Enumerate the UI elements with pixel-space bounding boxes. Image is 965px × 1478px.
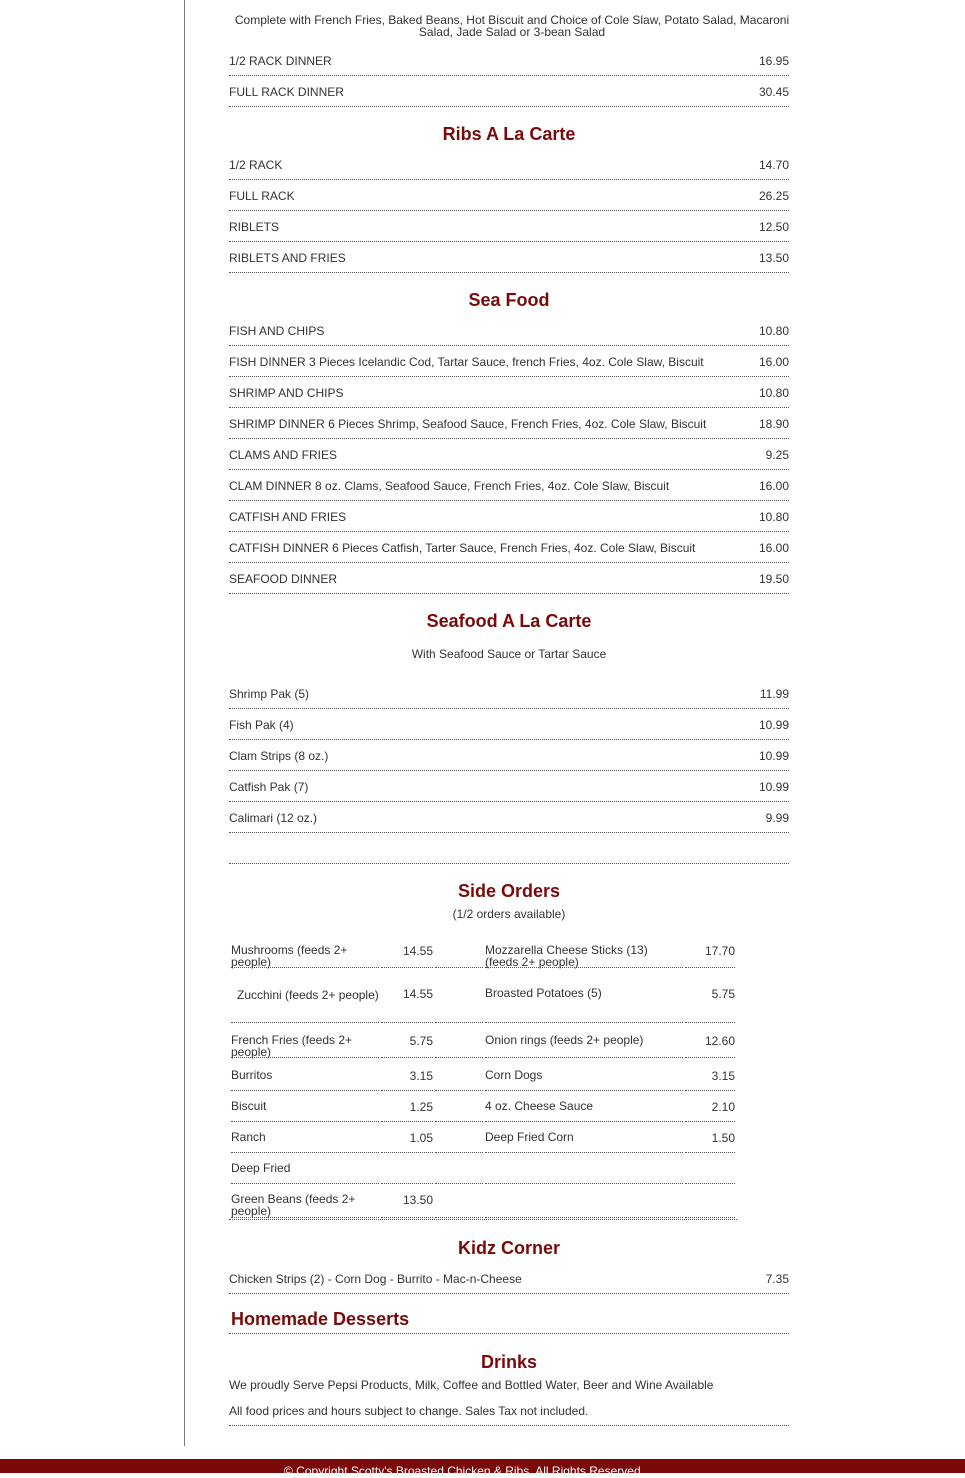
side-orders-subtitle: (1/2 orders available): [452, 907, 566, 921]
menu-item: [229, 149, 789, 180]
menu-item: [229, 242, 789, 273]
side-order-row: [229, 1184, 737, 1218]
side-order-price: 1.25: [409, 1100, 433, 1114]
side-order-row: [229, 1122, 737, 1153]
item-price: 7.35: [765, 1272, 789, 1286]
item-name: Chicken Strips (2) - Corn Dog - Burrito - Mac-n-Cheese: [229, 1272, 522, 1286]
rib-dinner-note: Complete with French Fries, Baked Beans, Hot Biscuit and Choice of Cole Slaw, Potato Salad, Macaroni Salad, Jade Salad or 3-bean Salad: [234, 13, 790, 39]
item-name: Calimari (12 oz.): [229, 811, 318, 825]
side-order-price: 14.55: [402, 987, 433, 1001]
item-price: 9.99: [765, 811, 789, 825]
item-price: 12.50: [758, 220, 789, 234]
menu-item: [229, 346, 789, 377]
item-price: 10.80: [758, 386, 789, 400]
side-order-name: Deep Fried: [231, 1161, 291, 1175]
item-price: 10.80: [758, 324, 789, 338]
item-name: FULL RACK DINNER: [229, 85, 344, 99]
side-order-price: 3.15: [409, 1069, 433, 1083]
side-order-price: 13.50: [402, 1193, 433, 1207]
menu-item: [229, 802, 789, 833]
side-order-name: Ranch: [231, 1130, 266, 1144]
section-title-homemade-desserts: Homemade Desserts: [231, 1309, 410, 1329]
item-price: 10.99: [758, 780, 789, 794]
side-order-name: Mozzarella Cheese Sticks (13) (feeds 2+ people): [485, 943, 648, 969]
menu-item: [229, 532, 789, 563]
side-order-row: [229, 938, 737, 968]
menu-item: [229, 211, 789, 242]
side-order-row: [229, 1025, 737, 1058]
item-price: 19.50: [758, 572, 789, 586]
item-price: 30.45: [758, 85, 789, 99]
item-price: 11.99: [759, 687, 789, 701]
menu-item: [229, 740, 789, 771]
item-price: 10.80: [758, 510, 789, 524]
price-disclaimer: All food prices and hours subject to change. Sales Tax not included.: [229, 1404, 589, 1418]
menu-item: [229, 315, 789, 346]
footer-bar: [0, 1459, 965, 1478]
item-name: RIBLETS AND FRIES: [229, 251, 346, 265]
disclaimer-row: [229, 1392, 789, 1426]
menu-item: [229, 1263, 789, 1294]
item-name: 1/2 RACK: [229, 158, 283, 172]
side-order-row: [229, 1153, 737, 1184]
side-order-price: 12.60: [704, 1034, 735, 1048]
item-name: CLAMS AND FRIES: [229, 448, 338, 462]
item-name: FISH AND CHIPS: [229, 324, 325, 338]
item-name: FISH DINNER 3 Pieces Icelandic Cod, Tartar Sauce, french Fries, 4oz. Cole Slaw, Biscuit: [229, 355, 704, 369]
menu-item: [229, 439, 789, 470]
side-order-name: Broasted Potatoes (5): [485, 986, 602, 1000]
menu-item: [229, 678, 789, 709]
menu-item: [229, 180, 789, 211]
drinks-text: We proudly Serve Pepsi Products, Milk, Coffee and Bottled Water, Beer and Wine Available: [229, 1378, 714, 1392]
side-order-price: 14.55: [402, 944, 433, 958]
side-order-name: Zucchini (feeds 2+ people): [237, 988, 379, 1002]
item-price: 10.99: [758, 718, 789, 732]
item-price: 14.70: [758, 158, 789, 172]
side-orders-table-border: [229, 1219, 737, 1220]
item-name: RIBLETS: [229, 220, 280, 234]
menu-item: [229, 709, 789, 740]
item-price: 10.99: [758, 749, 789, 763]
side-order-name: Mushrooms (feeds 2+ people): [231, 943, 348, 969]
side-order-price: 5.75: [409, 1034, 433, 1048]
item-name: 1/2 RACK DINNER: [229, 54, 332, 68]
item-price: 16.00: [758, 355, 789, 369]
item-name: Clam Strips (8 oz.): [229, 749, 329, 763]
menu-item: [229, 563, 789, 594]
side-order-name: Biscuit: [231, 1099, 267, 1113]
menu-item: [229, 45, 789, 76]
item-name: SHRIMP DINNER 6 Pieces Shrimp, Seafood Sauce, French Fries, 4oz. Cole Slaw, Biscuit: [229, 417, 707, 431]
item-name: Catfish Pak (7): [229, 780, 309, 794]
side-order-name: Onion rings (feeds 2+ people): [485, 1033, 644, 1047]
item-price: 13.50: [758, 251, 789, 265]
side-order-price: 1.05: [409, 1131, 433, 1145]
item-name: Shrimp Pak (5): [229, 687, 310, 701]
empty-row: [229, 833, 789, 864]
copyright-text: © Copyright Scotty's Broasted Chicken & Ribs. All Rights Reserved.: [284, 1464, 644, 1478]
side-order-row: [229, 1060, 737, 1091]
side-order-name: Deep Fried Corn: [485, 1130, 574, 1144]
item-price: 16.95: [758, 54, 789, 68]
item-price: 26.25: [758, 189, 789, 203]
side-order-price: 5.75: [711, 987, 735, 1001]
side-order-name: Green Beans (feeds 2+ people): [231, 1192, 356, 1218]
item-name: CLAM DINNER 8 oz. Clams, Seafood Sauce, French Fries, 4oz. Cole Slaw, Biscuit: [229, 479, 670, 493]
menu-item: [229, 771, 789, 802]
item-name: SEAFOOD DINNER: [229, 572, 338, 586]
menu-item: [229, 377, 789, 408]
side-order-row: [229, 1091, 737, 1122]
section-title-seafood-a-la-carte: Seafood A La Carte: [426, 611, 592, 631]
item-name: FULL RACK: [229, 189, 295, 203]
seafood-a-la-carte-subtitle: With Seafood Sauce or Tartar Sauce: [411, 647, 607, 661]
section-title-drinks: Drinks: [480, 1352, 538, 1372]
side-order-price: 17.70: [704, 944, 735, 958]
item-name: Fish Pak (4): [229, 718, 294, 732]
menu-item: [229, 408, 789, 439]
side-order-name: 4 oz. Cheese Sauce: [485, 1099, 594, 1113]
side-order-price: 3.15: [711, 1069, 735, 1083]
section-title-kidz-corner: Kidz Corner: [457, 1238, 560, 1258]
item-name: CATFISH DINNER 6 Pieces Catfish, Tarter Sauce, French Fries, 4oz. Cole Slaw, Biscuit: [229, 541, 696, 555]
section-title-side-orders: Side Orders: [457, 881, 561, 901]
menu-item: [229, 470, 789, 501]
item-price: 16.00: [758, 541, 789, 555]
left-divider-line: [184, 0, 185, 1446]
section-title-sea-food: Sea Food: [468, 290, 550, 310]
side-order-price: 2.10: [711, 1100, 735, 1114]
side-order-name: Burritos: [231, 1068, 273, 1082]
side-order-name: French Fries (feeds 2+ people): [231, 1033, 353, 1059]
section-title-ribs-a-la-carte: Ribs A La Carte: [442, 124, 576, 144]
item-name: CATFISH AND FRIES: [229, 510, 347, 524]
menu-item: [229, 501, 789, 532]
item-price: 18.90: [758, 417, 789, 431]
menu-item: [229, 76, 789, 107]
side-order-name: Corn Dogs: [485, 1068, 543, 1082]
side-order-row: [229, 970, 737, 1023]
desserts-row: [229, 1305, 789, 1334]
item-price: 9.25: [765, 448, 789, 462]
side-order-price: 1.50: [711, 1131, 735, 1145]
item-name: SHRIMP AND CHIPS: [229, 386, 344, 400]
item-price: 16.00: [758, 479, 789, 493]
